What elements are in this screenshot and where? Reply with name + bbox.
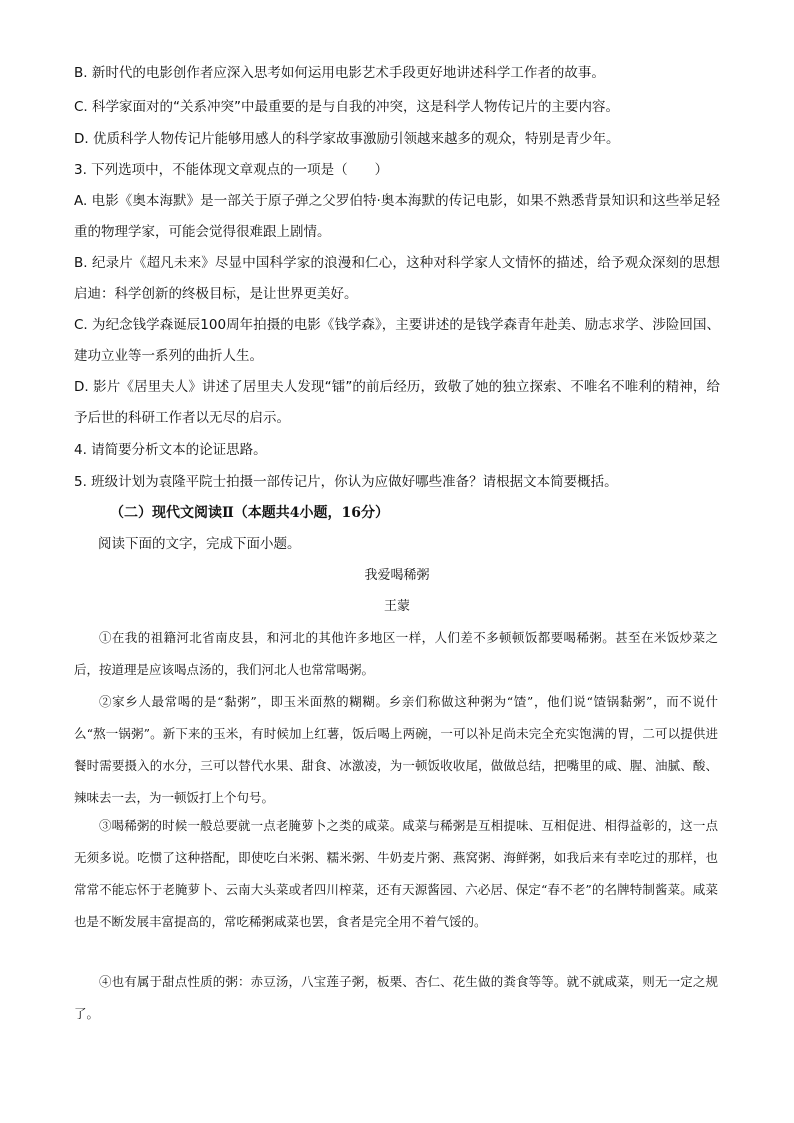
- section-heading: （二）现代文阅读Ⅱ（本题共4小题，16分）: [110, 505, 390, 521]
- essay-paragraph-1: ①在我的祖籍河北省南皮县，和河北的其他许多地区一样，人们差不多顿顿饭都要喝稀粥。甚至在米饭炒菜之后，按道理是应该喝点汤的，我们河北人也常常喝粥。: [74, 630, 718, 677]
- q3-option-a: A. 电影《奥本海默》是一部关于原子弹之父罗伯特·奥本海默的传记电影，如果不熟悉背景知识和这些举足轻重的物理学家，可能会觉得很难跟上剧情。: [74, 193, 720, 240]
- essay-paragraph-3: ③喝稀粥的时候一般总要就一点老腌萝卜之类的咸菜。咸菜与稀粥是互相提味、互相促进、相得益彰的，这一点无须多说。吃惯了这种搭配，即使吃白米粥、糯米粥、牛奶麦片粥、燕窝粥、海鲜粥，如我后来有幸吃过的那样，也常常不能忘怀于老腌萝卜、云南大头菜或者四川榨菜，还有天源酱园、六必居、保定“春不老”的名牌特制酱菜。咸菜也是不断发展丰富提高的，常吃稀粥咸菜也罢，食者是完全用不着气馁的。: [74, 818, 718, 929]
- question-4: 4. 请简要分析文本的论证思路。: [74, 442, 267, 458]
- q2-option-b: B. 新时代的电影创作者应深入思考如何运用电影艺术手段更好地讲述科学工作者的故事。: [74, 65, 605, 81]
- q2-option-d: D. 优质科学人物传记片能够用感人的科学家故事激励引领越来越多的观众，特别是青少年。: [74, 131, 620, 147]
- q3-stem: 3. 下列选项中，不能体现文章观点的一项是（ ）: [74, 162, 389, 178]
- q3-option-b: B. 纪录片《超凡未来》尽显中国科学家的浪漫和仁心，这种对科学家人文情怀的描述，给予观众深刻的思想启迪：科学创新的终极目标，是让世界更美好。: [74, 255, 720, 302]
- q2-option-c: C. 科学家面对的“关系冲突”中最重要的是与自我的冲突，这是科学人物传记片的主要内容。: [74, 99, 619, 115]
- essay-paragraph-4: ④也有属于甜点性质的粥：赤豆汤，八宝莲子粥，板栗、杏仁、花生做的粪食等等。就不就咸菜，则无一定之规了。: [74, 974, 718, 1021]
- essay-author: 王蒙: [383, 599, 410, 614]
- essay-title: 我爱喝稀粥: [364, 568, 430, 583]
- section-instruction: 阅读下面的文字，完成下面小题。: [98, 536, 301, 552]
- q3-option-d: D. 影片《居里夫人》讲述了居里夫人发现“镭”的前后经历，致敬了她的独立探索、不唯名不唯利的精神，给予后世的科研工作者以无尽的启示。: [74, 379, 720, 426]
- question-5: 5. 班级计划为袁隆平院士拍摄一部传记片，你认为应做好哪些准备？请根据文本简要概括。: [74, 474, 618, 490]
- q3-option-c: C. 为纪念钱学森诞辰100周年拍摄的电影《钱学森》，主要讲述的是钱学森青年赴美、励志求学、涉险回国、建功立业等一系列的曲折人生。: [74, 317, 720, 364]
- essay-paragraph-2: ②家乡人最常喝的是“黏粥”，即玉米面熬的糊糊。乡亲们称做这种粥为“馇”，他们说“馇锅黏粥”，而不说什么“熬一锅粥”。新下来的玉米，有时候加上红薯，饭后喝上两碗，一可以补足尚未完全充实饱满的胃，二可以提供进餐时需要摄入的水分，三可以替代水果、甜食、冰激凌，为一顿饭收收尾，做做总结，把嘴里的咸、腥、油腻、酸、辣味去一去，为一顿饭打上个句号。: [74, 694, 718, 805]
